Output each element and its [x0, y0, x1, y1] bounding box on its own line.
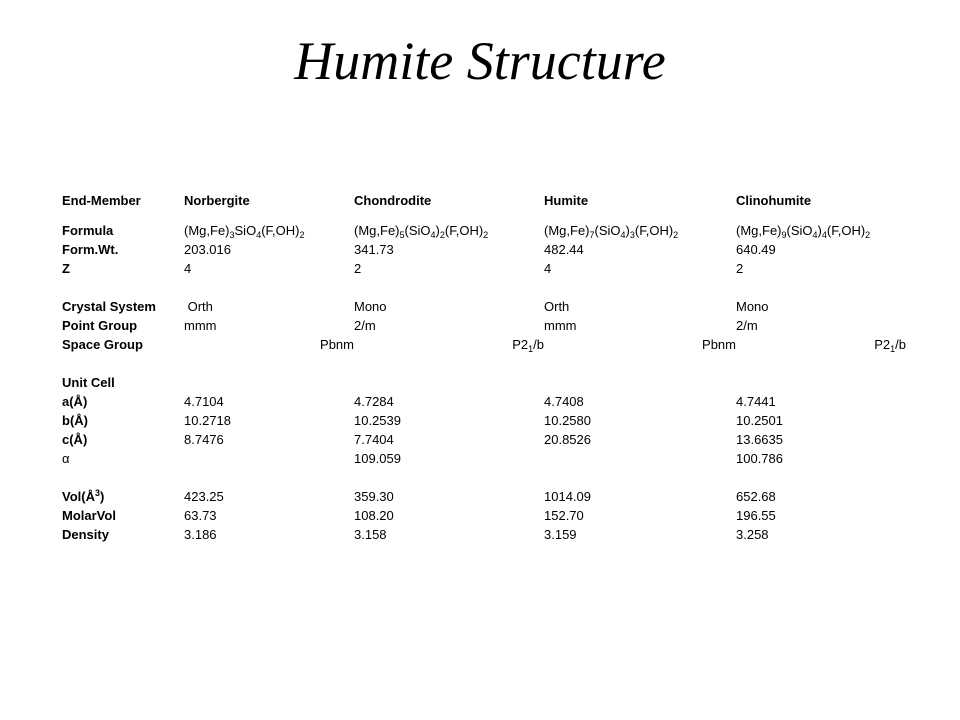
- molar-vol-humite: 152.70: [544, 508, 584, 523]
- z-chondrodite: 2: [354, 261, 362, 276]
- alpha-chondrodite: 109.059: [354, 451, 401, 466]
- density-chondrodite: 3.158: [354, 527, 387, 542]
- table-header-row: [62, 191, 906, 210]
- header-humite: Humite: [544, 193, 589, 208]
- z-norbergite: 4: [184, 261, 192, 276]
- table-row-molar-vol: [62, 506, 906, 525]
- space-group-chondrodite: $P2_1/b$: [512, 337, 544, 354]
- b-humite: 10.2580: [544, 413, 591, 428]
- density-humite: 3.159: [544, 527, 577, 542]
- row-label-z: Z: [62, 261, 70, 276]
- table-row-form-wt: [62, 240, 906, 259]
- form-wt-clinohumite: 640.49: [736, 242, 776, 257]
- vol-humite: 1014.09: [544, 489, 591, 504]
- header-end-member: End-Member: [62, 193, 141, 208]
- space-group-humite: Pbnm: [702, 337, 736, 352]
- row-label-vol: $Vol(Å^3)$: [62, 488, 105, 504]
- c-norbergite: 8.7476: [184, 432, 224, 447]
- table-row-density: [62, 525, 906, 544]
- table-row-vol: [62, 487, 906, 506]
- spacer-row: [62, 210, 906, 221]
- row-label-unit-cell: Unit Cell: [62, 375, 115, 390]
- density-clinohumite: 3.258: [736, 527, 769, 542]
- z-humite: 4: [544, 261, 552, 276]
- point-group-norbergite: mmm: [184, 318, 217, 333]
- c-clinohumite: 13.6635: [736, 432, 783, 447]
- form-wt-humite: 482.44: [544, 242, 584, 257]
- c-chondrodite: 7.7404: [354, 432, 394, 447]
- vol-norbergite: 423.25: [184, 489, 224, 504]
- molar-vol-clinohumite: 196.55: [736, 508, 776, 523]
- point-group-clinohumite: 2/m: [736, 318, 758, 333]
- a-norbergite: 4.7104: [184, 394, 224, 409]
- row-label-density: Density: [62, 527, 109, 542]
- spacer-row: [62, 354, 906, 373]
- row-label-form-wt: Form.Wt.: [62, 242, 119, 257]
- crystal-system-norbergite: Orth: [184, 299, 213, 314]
- vol-chondrodite: 359.30: [354, 489, 394, 504]
- formula-humite: $(Mg,Fe)_7(SiO_4)_3(F,OH)_2$: [544, 223, 679, 240]
- point-group-chondrodite: 2/m: [354, 318, 376, 333]
- b-clinohumite: 10.2501: [736, 413, 783, 428]
- vol-clinohumite: 652.68: [736, 489, 776, 504]
- crystal-system-chondrodite: Mono: [354, 299, 387, 314]
- row-label-alpha: α: [62, 451, 70, 466]
- a-humite: 4.7408: [544, 394, 584, 409]
- formula-norbergite: $(Mg,Fe)_3SiO_4(F,OH)_2$: [184, 223, 305, 240]
- crystal-system-clinohumite: Mono: [736, 299, 769, 314]
- point-group-humite: mmm: [544, 318, 577, 333]
- table-row-b: [62, 411, 906, 430]
- table-row-a: [62, 392, 906, 411]
- row-label-crystal-system: Crystal System: [62, 299, 156, 314]
- alpha-clinohumite: 100.786: [736, 451, 783, 466]
- form-wt-chondrodite: 341.73: [354, 242, 394, 257]
- table-row-point-group: [62, 316, 906, 335]
- space-group-norbergite: Pbnm: [320, 337, 354, 352]
- header-norbergite: Norbergite: [184, 193, 250, 208]
- space-group-clinohumite: $P2_1/b$: [874, 337, 906, 354]
- formula-chondrodite: $(Mg,Fe)_5(SiO_4)_2(F,OH)_2$: [354, 223, 489, 240]
- molar-vol-norbergite: 63.73: [184, 508, 217, 523]
- alpha-norbergite: [184, 449, 354, 468]
- form-wt-norbergite: 203.016: [184, 242, 231, 257]
- alpha-humite: [544, 449, 736, 468]
- formula-clinohumite: $(Mg,Fe)_9(SiO_4)_4(F,OH)_2$: [736, 223, 871, 240]
- slide-title: Humite Structure: [294, 31, 666, 91]
- row-label-formula: Formula: [62, 223, 114, 238]
- b-chondrodite: 10.2539: [354, 413, 401, 428]
- row-label-space-group: Space Group: [62, 337, 143, 352]
- humite-properties-table: [62, 191, 906, 544]
- row-label-b: b(Å): [62, 413, 88, 428]
- table-row-space-group: [62, 335, 906, 354]
- crystal-system-humite: Orth: [544, 299, 570, 314]
- row-label-point-group: Point Group: [62, 318, 138, 333]
- b-norbergite: 10.2718: [184, 413, 231, 428]
- row-label-c: c(Å): [62, 432, 88, 447]
- molar-vol-chondrodite: 108.20: [354, 508, 394, 523]
- table-row-alpha: [62, 449, 906, 468]
- spacer-row: [62, 468, 906, 487]
- a-chondrodite: 4.7284: [354, 394, 394, 409]
- c-humite: 20.8526: [544, 432, 591, 447]
- header-chondrodite: Chondrodite: [354, 193, 432, 208]
- table-row-crystal-system: [62, 297, 906, 316]
- header-clinohumite: Clinohumite: [736, 193, 812, 208]
- table-row-z: [62, 259, 906, 278]
- a-clinohumite: 4.7441: [736, 394, 776, 409]
- table-row-c: [62, 430, 906, 449]
- density-norbergite: 3.186: [184, 527, 217, 542]
- row-label-a: a(Å): [62, 394, 88, 409]
- table-row-unit-cell: [62, 373, 906, 392]
- row-label-molar-vol: MolarVol: [62, 508, 116, 523]
- z-clinohumite: 2: [736, 261, 744, 276]
- table-row-formula: [62, 221, 906, 240]
- spacer-row: [62, 278, 906, 297]
